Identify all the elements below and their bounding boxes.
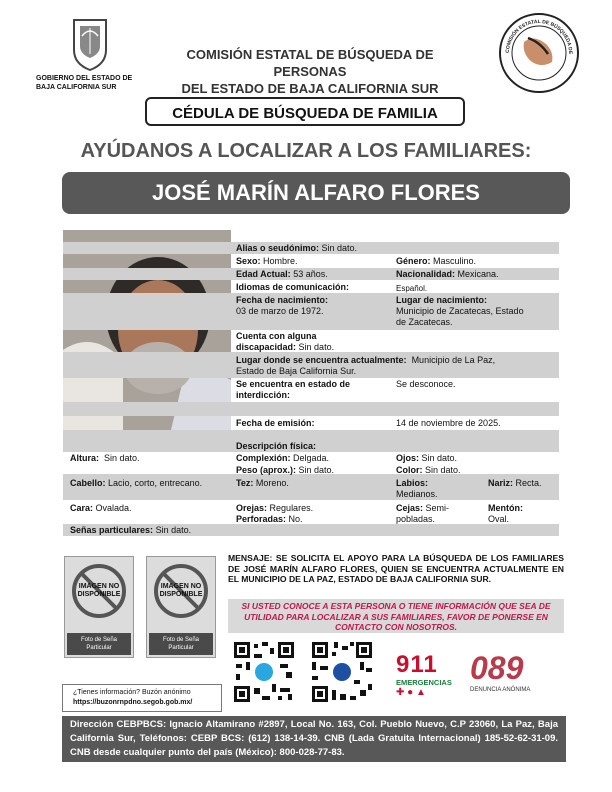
whatsapp-icon (255, 663, 273, 681)
government-name (36, 74, 156, 92)
band (63, 402, 559, 416)
cabello-field (70, 478, 202, 489)
emergencias-label: EMERGENCIAS (396, 678, 452, 687)
no-image-label (65, 583, 133, 599)
idiomas-value: Español. (396, 284, 428, 293)
fecha-nacimiento-label: Fecha de nacimiento: (236, 295, 329, 305)
altura-label: Altura: (70, 453, 99, 463)
interdiccion-value: Se desconoce. (396, 379, 456, 389)
tez-label: Tez: (236, 478, 254, 488)
cabello-label: Cabello: (70, 478, 106, 488)
interdiccion-label-1: Se encuentra en estado de (236, 379, 351, 389)
labios-field (396, 478, 438, 500)
no-image-placeholder-1 (64, 556, 134, 658)
discapacidad-label-2: discapacidad: (236, 342, 297, 352)
senas-value: Sin dato. (155, 525, 192, 535)
headline: AYÚDANOS A LOCALIZAR A LOS FAMILIARES: (80, 140, 532, 162)
lugar-actual-value-1: Municipio de La Paz, (411, 355, 496, 365)
no-image-caption (149, 633, 213, 655)
complexion-value: Delgada. (293, 453, 330, 463)
peso-field (236, 465, 334, 476)
color-value: Sin dato. (425, 465, 461, 475)
edad-field (236, 269, 328, 280)
num-089: 089 (470, 650, 524, 686)
emision-value: 14 de noviembre de 2025. (396, 418, 501, 428)
peso-value: Sin dato. (298, 465, 335, 475)
lugar-nacimiento-value-1: Municipio de Zacatecas, Estado (396, 306, 524, 316)
altura-value: Sin dato. (104, 453, 140, 463)
facebook-icon (333, 663, 351, 681)
interdiccion-field (236, 379, 391, 401)
lugar-actual-field (236, 355, 561, 377)
nacionalidad-label: Nacionalidad: (396, 269, 456, 279)
nariz-field (488, 478, 542, 489)
fecha-nacimiento-field (236, 295, 386, 317)
cejas-value-2: pobladas. (396, 514, 436, 524)
no-image-label-2: DISPONIBLE (77, 591, 121, 598)
gov-line-2: BAJA CALIFORNIA SUR (36, 84, 117, 91)
ojos-value: Sin dato. (421, 453, 458, 463)
menton-label: Mentón: (488, 503, 523, 513)
menton-field (488, 503, 523, 525)
cejas-value-1: Semi- (425, 503, 450, 513)
qr-code-whatsapp[interactable] (232, 640, 296, 704)
no-image-caption-2: Particular (168, 645, 194, 651)
color-label: Color: (396, 465, 423, 475)
edad-value: 53 años. (293, 269, 328, 279)
complexion-field (236, 453, 329, 464)
sexo-value: Hombre. (263, 256, 298, 266)
no-image-caption-1: Foto de Seña (80, 637, 118, 643)
no-image-label (147, 583, 215, 599)
idiomas-field (236, 282, 349, 293)
no-image-label-1: IMAGEN NO (160, 583, 202, 590)
cabello-value: Lacio, corto, entrecano. (108, 478, 203, 488)
genero-field (396, 256, 476, 267)
peso-label: Peso (aprox.): (236, 465, 297, 475)
genero-label: Género: (396, 256, 431, 266)
person-name-banner: JOSÉ MARÍN ALFARO FLORES (62, 172, 570, 214)
alias-field (236, 243, 357, 254)
interdiccion-label-2: interdicción: (236, 390, 291, 400)
cejas-field (396, 503, 449, 525)
denuncia-089-logo (470, 650, 540, 702)
labios-label: Labios: (396, 478, 429, 488)
cara-value: Ovalada. (95, 503, 132, 513)
nacionalidad-field (396, 269, 499, 280)
descripcion-fisica-label: Descripción física: (236, 441, 317, 451)
emision-field (236, 418, 315, 429)
emergency-icons: ✚ ● ▲ (396, 687, 426, 698)
buzon-link[interactable]: https://buzonrnpdno.segob.gob.mx/ (73, 699, 193, 706)
orejas-value: Regulares. (269, 503, 314, 513)
altura-field (70, 453, 140, 464)
contact-callout: SI USTED CONOCE A ESTA PERSONA O TIENE INFORMACIÓN QUE SEA DE UTILIDAD PARA LOCALIZAR A SUS FAMILIARES, FAVOR DE PONERSE EN CONTACTO CON NOSOTROS. (228, 599, 564, 633)
emision-label: Fecha de emisión: (236, 418, 315, 428)
contact-footer: Dirección CEBPBCS: Ignacio Altamirano #2897, Local No. 163, Col. Pueblo Nuevo, C.P 23060, La Paz, Baja California Sur, Teléfonos: CEBP BCS: (612) 138-14-39. CNB (Lada Gratuita Internacional) 185-52-62-31-09. CNB desde cualquier punto del país (México): 800-028-77-83. (62, 716, 566, 762)
complexion-label: Complexión: (236, 453, 291, 463)
senas-label: Señas particulares: (70, 525, 154, 535)
alias-label: Alias o seudónimo: (236, 243, 320, 253)
search-message: MENSAJE: SE SOLICITA EL APOYO PARA LA BÚSQUEDA DE LOS FAMILIARES DE JOSÉ MARÍN ALFARO FLORES, QUIEN SE ENCUENTRA ACTUALMENTE EN EL MUNICIPIO DE LA PAZ, ESTADO DE BAJA CALIFORNIA SUR. (228, 553, 564, 584)
document-type-box: CÉDULA DE BÚSQUEDA DE FAMILIA (145, 97, 465, 126)
lugar-nacimiento-field (396, 295, 561, 328)
no-image-caption (67, 633, 131, 655)
no-image-placeholder-2 (146, 556, 216, 658)
commission-seal-logo (498, 12, 580, 94)
buzon-question: ¿Tienes información? Buzón anónimo (73, 689, 191, 696)
person-photo (63, 230, 231, 430)
menton-value: Oval. (488, 514, 510, 524)
perforadas-value: No. (288, 514, 303, 524)
discapacidad-field (236, 331, 386, 353)
no-image-label-1: IMAGEN NO (78, 583, 120, 590)
commission-line-2: DEL ESTADO DE BAJA CALIFORNIA SUR (181, 81, 439, 96)
sexo-field (236, 256, 298, 267)
orejas-label: Orejas: (236, 503, 268, 513)
no-image-caption-2: Particular (86, 645, 112, 651)
seal-text: COMISIÓN ESTATAL DE BÚSQUEDA DE (504, 18, 574, 55)
cejas-label: Cejas: (396, 503, 424, 513)
lugar-nacimiento-label: Lugar de nacimiento: (396, 295, 488, 305)
edad-label: Edad Actual: (236, 269, 291, 279)
labios-value: Medianos. (396, 489, 438, 499)
tez-field (236, 478, 289, 489)
qr-code-facebook[interactable] (310, 640, 374, 704)
discapacidad-label-1: Cuenta con alguna (236, 331, 317, 341)
idiomas-label: Idiomas de comunicación: (236, 282, 350, 292)
gov-line-1: GOBIERNO DEL ESTADO DE (36, 75, 133, 82)
color-field (396, 465, 461, 476)
tez-value: Moreno. (255, 478, 289, 488)
cara-field (70, 503, 132, 514)
anonymous-mailbox-box (62, 684, 222, 712)
cara-label: Cara: (70, 503, 94, 513)
discapacidad-value: Sin dato. (298, 342, 335, 352)
senas-field (70, 525, 191, 536)
orejas-field (236, 503, 313, 525)
ojos-label: Ojos: (396, 453, 420, 463)
alias-value: Sin dato. (321, 243, 358, 253)
nariz-value: Recta. (515, 478, 542, 488)
nacionalidad-value: Mexicana. (457, 269, 499, 279)
fecha-nacimiento-value: 03 de marzo de 1972. (236, 306, 324, 316)
commission-title (150, 46, 470, 97)
descripcion-fisica-title (236, 441, 316, 452)
emergency-911-logo (396, 652, 464, 700)
lugar-actual-label: Lugar donde se encuentra actualmente: (236, 355, 407, 365)
denuncia-label: DENUNCIA ANÓNIMA (470, 687, 531, 693)
nariz-label: Nariz: (488, 478, 514, 488)
lugar-nacimiento-value-2: de Zacatecas. (396, 317, 453, 327)
perforadas-label: Perforadas: (236, 514, 287, 524)
num-911: 911 (396, 651, 438, 678)
no-image-label-2: DISPONIBLE (159, 591, 203, 598)
lugar-actual-value-2: Estado de Baja California Sur. (236, 366, 357, 376)
no-image-caption-1: Foto de Seña (162, 637, 200, 643)
genero-value: Masculino. (433, 256, 477, 266)
commission-line-1: COMISIÓN ESTATAL DE BÚSQUEDA DE PERSONAS (186, 47, 434, 79)
ojos-field (396, 453, 457, 464)
sexo-label: Sexo: (236, 256, 261, 266)
